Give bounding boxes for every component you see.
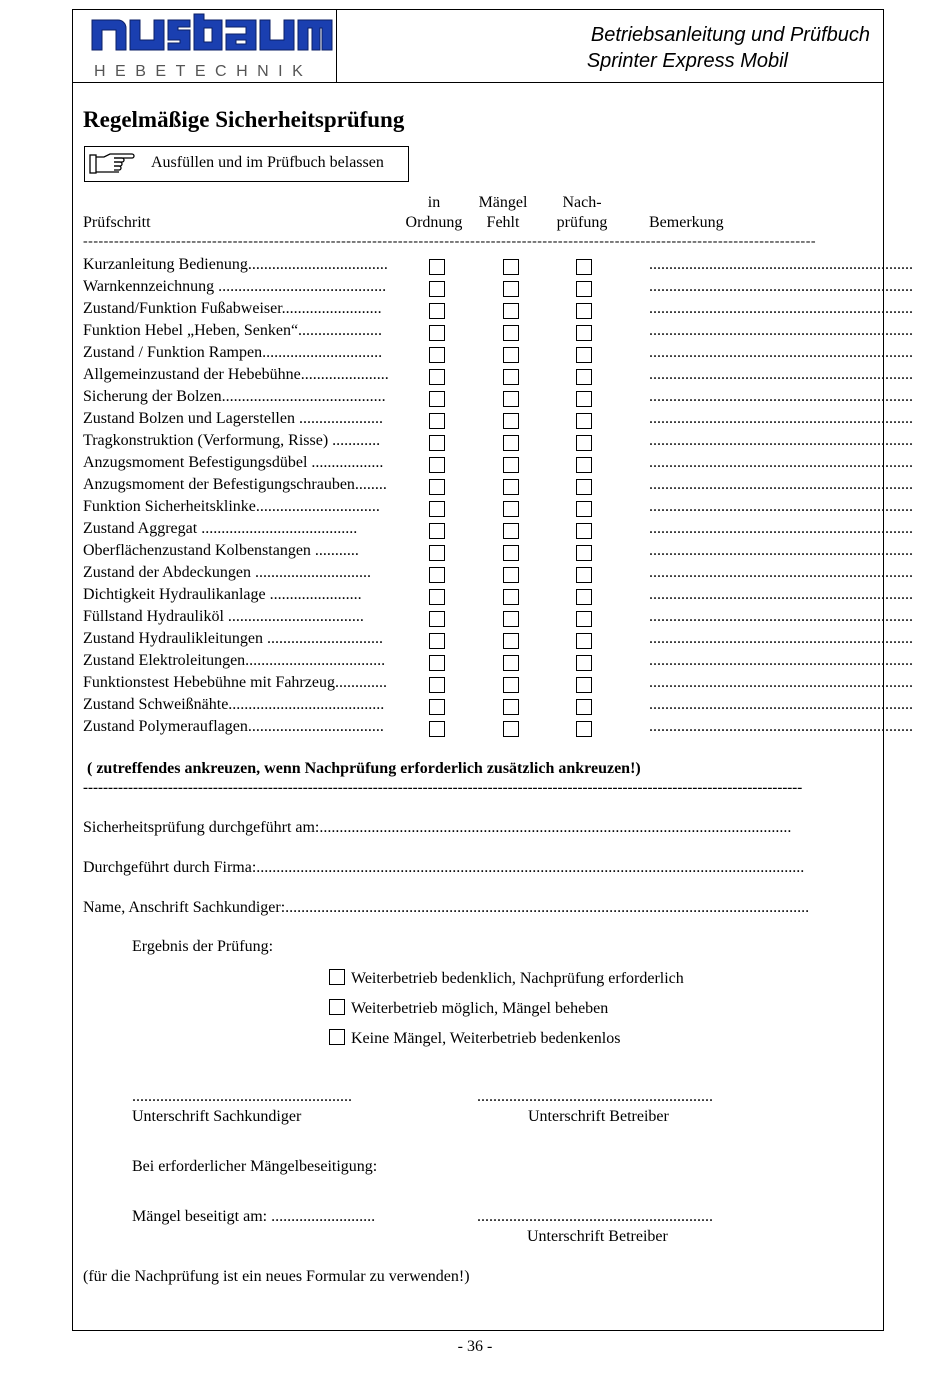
recheck-checkbox[interactable] [576, 435, 592, 451]
checklist-row-label: Sicherung der Bolzen......................................... [83, 388, 386, 405]
recheck-checkbox[interactable] [576, 567, 592, 583]
column-header-ok [400, 193, 468, 233]
defect-checkbox[interactable] [503, 369, 519, 385]
recheck-checkbox[interactable] [576, 699, 592, 715]
checklist-row-label: Zustand / Funktion Rampen.............................. [83, 344, 383, 361]
checklist-row-label: Tragkonstruktion (Verformung, Risse) ............ [83, 432, 381, 449]
dashed-divider: ---------------------------------------------------------------------------------------------------------------------------------------------- [83, 234, 817, 249]
ok-checkbox[interactable] [429, 347, 445, 363]
result-option-checkbox[interactable] [329, 1029, 345, 1045]
checklist-row-label: Zustand Elektroleitungen................................... [83, 652, 386, 669]
remark-field[interactable]: .................................................................. [649, 718, 913, 735]
checklist-row [83, 674, 913, 696]
checklist-row-label: Zustand/Funktion Fußabweiser......................... [83, 300, 382, 317]
ok-checkbox[interactable] [429, 611, 445, 627]
page-number: - 36 - [457, 1338, 493, 1355]
defect-checkbox[interactable] [503, 611, 519, 627]
ok-checkbox[interactable] [429, 589, 445, 605]
column-header-recheck [550, 193, 614, 233]
defect-checkbox[interactable] [503, 457, 519, 473]
checklist-row-label: Anzugsmoment der Befestigungschrauben........ [83, 476, 387, 493]
note-box [84, 146, 409, 182]
checklist-row [83, 608, 913, 630]
document-title-line2: Sprinter Express Mobil [586, 50, 788, 72]
operator-signature-label-2: Unterschrift Betreiber [527, 1228, 668, 1245]
remark-field[interactable]: .................................................................. [649, 256, 913, 273]
defect-checkbox[interactable] [503, 633, 519, 649]
remark-field[interactable]: .................................................................. [649, 300, 913, 317]
recheck-checkbox[interactable] [576, 325, 592, 341]
recheck-checkbox[interactable] [576, 545, 592, 561]
defect-checkbox[interactable] [503, 435, 519, 451]
checklist-row [83, 300, 913, 322]
checklist-row [83, 652, 913, 674]
checklist-row-label: Zustand Schweißnähte....................................... [83, 696, 385, 713]
checklist-row-label: Warnkennzeichnung .......................................... [83, 278, 387, 295]
defect-checkbox[interactable] [503, 699, 519, 715]
defect-removal-heading: Bei erforderlicher Mängelbeseitigung: [132, 1158, 378, 1175]
checklist-row-label: Oberflächenzustand Kolbenstangen ........... [83, 542, 359, 559]
remark-field[interactable]: .................................................................. [649, 344, 913, 361]
checklist-row-label: Dichtigkeit Hydraulikanlage ....................... [83, 586, 362, 603]
recheck-checkbox[interactable] [576, 259, 592, 275]
ok-checkbox[interactable] [429, 435, 445, 451]
remark-field[interactable]: .................................................................. [649, 608, 913, 625]
ok-checkbox[interactable] [429, 677, 445, 693]
ok-checkbox[interactable] [429, 633, 445, 649]
checklist-row [83, 410, 913, 432]
ok-checkbox[interactable] [429, 259, 445, 275]
defect-checkbox[interactable] [503, 347, 519, 363]
ok-checkbox[interactable] [429, 369, 445, 385]
recheck-checkbox[interactable] [576, 721, 592, 737]
result-option-label: Weiterbetrieb möglich, Mängel beheben [351, 1000, 609, 1017]
remark-field[interactable]: .................................................................. [649, 366, 913, 383]
ok-checkbox[interactable] [429, 413, 445, 429]
expert-signature-label: Unterschrift Sachkundiger [132, 1108, 302, 1125]
remark-field[interactable]: .................................................................. [649, 388, 913, 405]
defect-checkbox[interactable] [503, 479, 519, 495]
recheck-checkbox[interactable] [576, 413, 592, 429]
checklist-row [83, 696, 913, 718]
result-option-fix-defects[interactable] [329, 999, 608, 1018]
checklist-row [83, 498, 913, 520]
operator-signature-line-2[interactable]: ........................................................... [477, 1208, 713, 1225]
ok-checkbox[interactable] [429, 655, 445, 671]
recheck-checkbox[interactable] [576, 677, 592, 693]
remark-field[interactable]: .................................................................. [649, 410, 913, 427]
ok-checkbox[interactable] [429, 721, 445, 737]
checklist-row-label: Funktion Sicherheitsklinke............................... [83, 498, 380, 515]
checklist-row-label: Funktion Hebel „Heben, Senken“..................... [83, 322, 383, 339]
svg-text:HEBETECHNIK: HEBETECHNIK [94, 63, 313, 80]
defect-checkbox[interactable] [503, 589, 519, 605]
remark-field[interactable]: .................................................................. [649, 454, 913, 471]
remark-field[interactable]: .................................................................. [649, 520, 913, 537]
checklist-row-label: Kurzanleitung Bedienung................................... [83, 256, 388, 273]
checklist-row-label: Zustand der Abdeckungen ............................. [83, 564, 371, 581]
expert-name-field[interactable]: Name, Anschrift Sachkundiger:................................................................................................................................... [83, 899, 810, 916]
recheck-checkbox[interactable] [576, 281, 592, 297]
recheck-checkbox[interactable] [576, 391, 592, 407]
ok-checkbox[interactable] [429, 523, 445, 539]
checklist-row [83, 278, 913, 300]
ok-checkbox[interactable] [429, 567, 445, 583]
checklist-row-label: Zustand Hydraulikleitungen ............................. [83, 630, 383, 647]
checklist-row [83, 454, 913, 476]
header-divider [72, 82, 884, 83]
defect-checkbox[interactable] [503, 303, 519, 319]
recheck-checkbox[interactable] [576, 611, 592, 627]
checklist-row [83, 476, 913, 498]
checklist-row [83, 256, 913, 278]
remark-field[interactable]: .................................................................. [649, 278, 913, 295]
expert-signature-line[interactable]: ....................................................... [132, 1088, 352, 1105]
remark-field[interactable]: .................................................................. [649, 586, 913, 603]
defect-checkbox[interactable] [503, 325, 519, 341]
company-field[interactable]: Durchgeführt durch Firma:......................................................................................................................................... [83, 859, 805, 876]
column-header-defect [472, 193, 534, 233]
defect-checkbox[interactable] [503, 501, 519, 517]
recheck-checkbox[interactable] [576, 369, 592, 385]
column-header-step: Prüfschritt [83, 214, 151, 231]
result-option-label: Weiterbetrieb bedenklich, Nachprüfung erforderlich [351, 970, 684, 987]
recheck-checkbox[interactable] [576, 303, 592, 319]
checklist-row [83, 366, 913, 388]
checklist-row-label: Allgemeinzustand der Hebebühne...................... [83, 366, 389, 383]
defect-checkbox[interactable] [503, 677, 519, 693]
remark-field[interactable]: .................................................................. [649, 564, 913, 581]
recheck-checkbox[interactable] [576, 655, 592, 671]
ok-checkbox[interactable] [429, 479, 445, 495]
defect-checkbox[interactable] [503, 721, 519, 737]
checklist-row [83, 586, 913, 608]
remark-field[interactable]: .................................................................. [649, 630, 913, 647]
defect-checkbox[interactable] [503, 391, 519, 407]
recheck-checkbox[interactable] [576, 479, 592, 495]
column-header-recheck-line1: Nach- [562, 194, 602, 211]
remark-field[interactable]: .................................................................. [649, 322, 913, 339]
ok-checkbox[interactable] [429, 501, 445, 517]
checklist-row-label: Füllstand Hydrauliköl .................................. [83, 608, 364, 625]
recheck-checkbox[interactable] [576, 633, 592, 649]
checklist-row [83, 718, 913, 740]
recheck-checkbox[interactable] [576, 523, 592, 539]
column-header-ok-line2: Ordnung [405, 214, 463, 231]
checklist-row [83, 432, 913, 454]
result-option-checkbox[interactable] [329, 999, 345, 1015]
operator-signature-line[interactable]: ........................................................... [477, 1088, 713, 1105]
checklist-row-label: Zustand Polymerauflagen.................................. [83, 718, 384, 735]
pointing-hand-icon [89, 152, 135, 176]
recheck-checkbox[interactable] [576, 501, 592, 517]
result-option-critical[interactable] [329, 969, 684, 988]
checklist-row-label: Funktionstest Hebebühne mit Fahrzeug............. [83, 674, 387, 691]
remark-field[interactable]: .................................................................. [649, 674, 913, 691]
operator-signature-label: Unterschrift Betreiber [528, 1108, 669, 1125]
recheck-checkbox[interactable] [576, 347, 592, 363]
column-header-ok-line1: in [427, 194, 441, 211]
remark-field[interactable]: .................................................................. [649, 542, 913, 559]
defect-checkbox[interactable] [503, 655, 519, 671]
defect-checkbox[interactable] [503, 259, 519, 275]
ok-checkbox[interactable] [429, 457, 445, 473]
result-option-no-defects[interactable] [329, 1029, 620, 1048]
checklist-row [83, 520, 913, 542]
result-option-checkbox[interactable] [329, 969, 345, 985]
note-text: Ausfüllen und im Prüfbuch belassen [151, 154, 384, 171]
footer-note: (für die Nachprüfung ist ein neues Formular zu verwenden!) [83, 1268, 470, 1285]
defects-fixed-date-field[interactable]: Mängel beseitigt am: .......................... [132, 1208, 376, 1225]
page-heading: Regelmäßige Sicherheitsprüfung [83, 107, 405, 132]
checklist-row [83, 564, 913, 586]
column-header-defect-line2: Fehlt [486, 214, 520, 231]
ok-checkbox[interactable] [429, 391, 445, 407]
ok-checkbox[interactable] [429, 699, 445, 715]
checklist-row-label: Anzugsmoment Befestigungsdübel .................. [83, 454, 384, 471]
bold-dashed-divider: ------------------------------------------------------------------------------------------------------------------------------------------------ [83, 780, 803, 796]
checklist-row [83, 388, 913, 410]
instruction-text: ( zutreffendes ankreuzen, wenn Nachprüfung erforderlich zusätzlich ankreuzen!) [87, 760, 641, 777]
remark-field[interactable]: .................................................................. [649, 652, 913, 669]
remark-field[interactable]: .................................................................. [649, 498, 913, 515]
ok-checkbox[interactable] [429, 281, 445, 297]
column-header-recheck-line2: prüfung [556, 214, 608, 231]
result-option-label: Keine Mängel, Weiterbetrieb bedenkenlos [351, 1030, 621, 1047]
ok-checkbox[interactable] [429, 545, 445, 561]
ok-checkbox[interactable] [429, 325, 445, 341]
checklist-row [83, 344, 913, 366]
defect-checkbox[interactable] [503, 281, 519, 297]
defect-checkbox[interactable] [503, 545, 519, 561]
remark-field[interactable]: .................................................................. [649, 696, 913, 713]
ok-checkbox[interactable] [429, 303, 445, 319]
document-title [587, 22, 870, 74]
defect-checkbox[interactable] [503, 567, 519, 583]
defect-checkbox[interactable] [503, 523, 519, 539]
remark-field[interactable]: .................................................................. [649, 476, 913, 493]
result-heading: Ergebnis der Prüfung: [132, 938, 274, 955]
recheck-checkbox[interactable] [576, 589, 592, 605]
checklist-row [83, 542, 913, 564]
document-title-line1: Betriebsanleitung und Prüfbuch [590, 24, 870, 46]
column-header-remark: Bemerkung [649, 214, 724, 231]
remark-field[interactable]: .................................................................. [649, 432, 913, 449]
recheck-checkbox[interactable] [576, 457, 592, 473]
checklist-row-label: Zustand Bolzen und Lagerstellen ..................... [83, 410, 383, 427]
checklist-row [83, 630, 913, 652]
checklist-row-label: Zustand Aggregat ....................................... [83, 520, 358, 537]
inspection-date-field[interactable]: Sicherheitsprüfung durchgeführt am:...................................................................................................................... [83, 819, 792, 836]
column-header-defect-line1: Mängel [478, 194, 528, 211]
header-vertical-divider [336, 9, 337, 82]
defect-checkbox[interactable] [503, 413, 519, 429]
nussbaum-logo [88, 12, 334, 80]
checklist-row [83, 322, 913, 344]
